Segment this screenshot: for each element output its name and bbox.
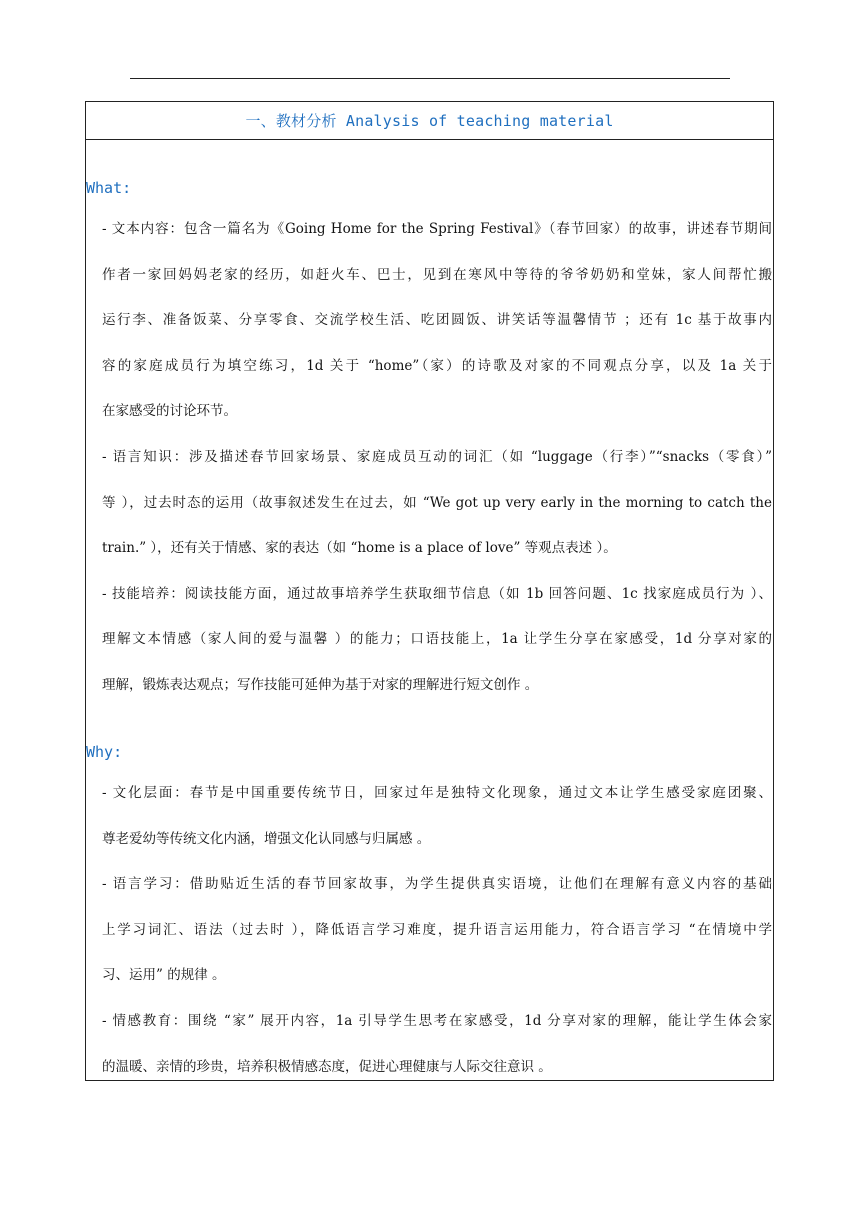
table-title-row	[86, 102, 773, 140]
text-line: 上学习词汇、语法（过去时 ），降低语言学习难度，提升语言运用能力，符合语言学习 “在情境中学	[102, 921, 772, 938]
header-rule	[130, 78, 730, 79]
text-line: train.” ），还有关于情感、家的表达（如 “home is a place of love” 等观点表述 ）。	[102, 540, 617, 557]
text-line: 在家感受的讨论环节。	[102, 403, 237, 420]
text-line: - 文本内容：包含一篇名为《Going Home for the Spring Festival》（春节回家）的故事，讲述春节期间	[102, 221, 772, 237]
text-line: - 技能培养：阅读技能方面，通过故事培养学生获取细节信息（如 1b 回答问题、1c 找家庭成员行为 ）、	[102, 585, 772, 602]
text-line: 等 ），过去时态的运用（故事叙述发生在过去，如 “We got up very early in the morning to catch the	[102, 494, 772, 511]
text-line: 习、运用” 的规律 。	[102, 967, 226, 984]
what-paragraph-content	[102, 207, 772, 709]
text-line: - 语言学习：借助贴近生活的春节回家故事，为学生提供真实语境，让他们在理解有意义内容的基础	[102, 876, 772, 893]
text-line: 运行李、准备饭菜、分享零食、交流学校生活、吃团圆饭、讲笑话等温馨情节 ；还有 1c 基于故事内	[102, 312, 772, 329]
text-line: 理解文本情感（家人间的爱与温馨 ）的能力；口语技能上，1a 让学生分享在家感受，1d 分享对家的	[102, 631, 772, 648]
analysis-table	[85, 101, 774, 1081]
text-line: 容的家庭成员行为填空练习，1d 关于 “home”（家）的诗歌及对家的不同观点分享，以及 1a 关于	[102, 357, 772, 374]
text-line: 尊老爱幼等传统文化内涵，增强文化认同感与归属感 。	[102, 830, 431, 847]
why-paragraph-content	[102, 771, 772, 1090]
text-line: 作者一家回妈妈老家的经历，如赶火车、巴士，见到在寒风中等待的爷爷奶奶和堂妹，家人间帮忙搬	[102, 266, 772, 283]
text-line: 理解，锻炼表达观点；写作技能可延伸为基于对家的理解进行短文创作 。	[102, 676, 539, 693]
text-line: 的温暖、亲情的珍贵，培养积极情感态度，促进心理健康与人际交往意识 。	[102, 1058, 552, 1075]
text-line: - 语言知识：涉及描述春节回家场景、家庭成员互动的词汇（如 “luggage（行李）”“snacks（零食）”	[102, 448, 772, 465]
text-line: - 情感教育：围绕 “家” 展开内容，1a 引导学生思考在家感受，1d 分享对家的理解，能让学生体会家	[102, 1012, 772, 1029]
text-line: - 文化层面：春节是中国重要传统节日，回家过年是独特文化现象，通过文本让学生感受家庭团聚、	[102, 785, 772, 801]
why-heading: Why:	[86, 743, 123, 761]
what-heading: What:	[86, 179, 132, 197]
section-title: 一、教材分析 Analysis of teaching material	[245, 112, 614, 130]
